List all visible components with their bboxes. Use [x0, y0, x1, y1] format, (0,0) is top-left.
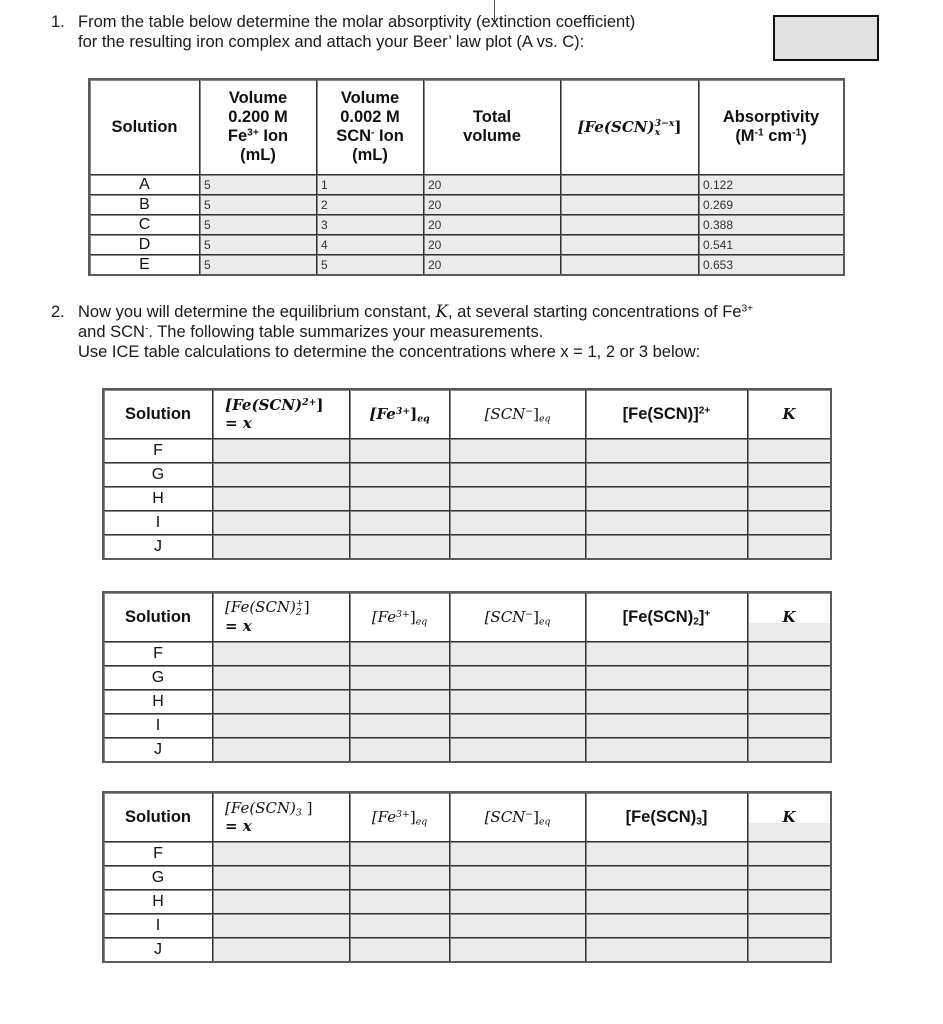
header-x-definition: [Fe(SCN)$^{2+}$] = x	[213, 390, 350, 439]
header-total-volume: Total volume	[424, 80, 561, 175]
fe-volume-cell[interactable]: 5	[200, 215, 317, 235]
scn-eq-cell[interactable]	[450, 463, 586, 487]
x-cell[interactable]	[213, 511, 350, 535]
absorptivity-cell[interactable]: 0.653	[699, 255, 843, 274]
scn-eq-cell[interactable]	[450, 938, 586, 961]
x-cell[interactable]	[213, 842, 350, 866]
header-scn-eq: $[SCN^-]_{eq}$	[450, 593, 586, 642]
header-complex-concentration: [Fe(SCN)3−x x ]	[561, 80, 699, 175]
header-x-definition: [Fe(SCN)+ 2 ] = x	[213, 593, 350, 642]
header-scn-eq: $[SCN^-]_{eq}$	[450, 793, 586, 842]
header-complex-species: $[Fe(SCN)_3]$	[586, 793, 748, 842]
question-text-line: Now you will determine the equilibrium constant, K, at several starting concentrations of $Fe^{3+}$	[78, 302, 754, 321]
x-cell[interactable]	[213, 890, 350, 914]
x-cell[interactable]	[213, 463, 350, 487]
x-cell[interactable]	[213, 714, 350, 738]
complex-concentration-cell[interactable]	[561, 235, 699, 255]
header-scn-volume: Volume 0.002 M SCN- Ion (mL)	[317, 80, 424, 175]
table-row	[104, 738, 830, 761]
table-row	[104, 714, 830, 738]
x-cell[interactable]	[213, 666, 350, 690]
species-cell[interactable]	[586, 642, 748, 666]
fe-eq-cell[interactable]	[350, 714, 450, 738]
header-k: K	[748, 793, 830, 842]
species-cell[interactable]	[586, 666, 748, 690]
header-x-definition: [$Fe(SCN)_3$ ] = x	[213, 793, 350, 842]
scn-volume-cell[interactable]: 1	[317, 175, 424, 195]
complex-concentration-cell[interactable]	[561, 215, 699, 235]
fe-eq-cell[interactable]	[350, 690, 450, 714]
table-row	[104, 690, 830, 714]
fe-eq-cell[interactable]	[350, 738, 450, 761]
k-cell[interactable]	[748, 866, 830, 890]
total-volume-cell[interactable]: 20	[424, 215, 561, 235]
x-cell[interactable]	[213, 439, 350, 463]
k-cell[interactable]	[748, 690, 830, 714]
scn-eq-cell[interactable]	[450, 511, 586, 535]
header-solution: Solution	[90, 80, 200, 175]
x-cell[interactable]	[213, 642, 350, 666]
species-cell[interactable]	[586, 714, 748, 738]
x-cell[interactable]	[213, 866, 350, 890]
complex-concentration-cell[interactable]	[561, 175, 699, 195]
table-row	[90, 195, 843, 215]
fe-eq-cell[interactable]	[350, 866, 450, 890]
solution-label: H	[104, 690, 213, 714]
solution-label: J	[104, 738, 213, 761]
scn-eq-cell[interactable]	[450, 714, 586, 738]
header-fe-eq: $[Fe^{3+}]_{eq}$	[350, 593, 450, 642]
header-fe-eq: $[Fe^{3+}]_{eq}$	[350, 390, 450, 439]
k-cell[interactable]	[748, 842, 830, 866]
absorptivity-cell[interactable]: 0.122	[699, 175, 843, 195]
ice-table-x1	[102, 388, 832, 560]
table-row	[90, 175, 843, 195]
fe-eq-cell[interactable]	[350, 914, 450, 938]
x-cell[interactable]	[213, 535, 350, 558]
question-text-line: Use ICE table calculations to determine the concentrations where x = 1, 2 or 3 below:	[78, 343, 701, 361]
solution-label: D	[90, 235, 200, 255]
solution-label: G	[104, 866, 213, 890]
solution-label: C	[90, 215, 200, 235]
table-row	[104, 439, 830, 463]
solution-label: G	[104, 463, 213, 487]
k-cell[interactable]	[748, 511, 830, 535]
ice-table-x2	[102, 591, 832, 763]
species-cell[interactable]	[586, 439, 748, 463]
scn-eq-cell[interactable]	[450, 535, 586, 558]
solution-label: I	[104, 511, 213, 535]
header-absorptivity: Absorptivity ($M^{-1}$ $cm^{-1}$)	[699, 80, 843, 175]
scn-eq-cell[interactable]	[450, 690, 586, 714]
solution-label: J	[104, 938, 213, 961]
scn-eq-cell[interactable]	[450, 890, 586, 914]
fe-eq-cell[interactable]	[350, 487, 450, 511]
molar-absorptivity-answer-box[interactable]	[773, 15, 879, 61]
species-cell[interactable]	[586, 738, 748, 761]
total-volume-cell[interactable]: 20	[424, 195, 561, 215]
fe-eq-cell[interactable]	[350, 511, 450, 535]
scn-eq-cell[interactable]	[450, 842, 586, 866]
solution-label: A	[90, 175, 200, 195]
species-cell[interactable]	[586, 487, 748, 511]
k-cell[interactable]	[748, 914, 830, 938]
fe-eq-cell[interactable]	[350, 938, 450, 961]
scn-volume-cell[interactable]: 2	[317, 195, 424, 215]
header-complex-species: $[Fe(SCN)_2]^+$	[586, 593, 748, 642]
fe-volume-cell[interactable]: 5	[200, 235, 317, 255]
k-cell[interactable]	[748, 463, 830, 487]
x-cell[interactable]	[213, 738, 350, 761]
table-header-row	[104, 390, 830, 439]
header-solution: Solution	[104, 390, 213, 439]
k-cell[interactable]	[748, 666, 830, 690]
fe-eq-cell[interactable]	[350, 842, 450, 866]
species-cell[interactable]	[586, 535, 748, 558]
solution-label: E	[90, 255, 200, 274]
scn-eq-cell[interactable]	[450, 439, 586, 463]
scn-eq-cell[interactable]	[450, 914, 586, 938]
question-number: 2.	[51, 303, 65, 321]
table-header-row	[104, 793, 830, 842]
ice-table-x3	[102, 791, 832, 963]
table-row	[104, 914, 830, 938]
scn-eq-cell[interactable]	[450, 487, 586, 511]
k-cell[interactable]	[748, 487, 830, 511]
complex-concentration-cell[interactable]	[561, 255, 699, 274]
absorptivity-cell[interactable]: 0.541	[699, 235, 843, 255]
solution-label: F	[104, 842, 213, 866]
x-cell[interactable]	[213, 938, 350, 961]
solution-label: B	[90, 195, 200, 215]
species-cell[interactable]	[586, 511, 748, 535]
table-header-row	[104, 593, 830, 642]
table-row	[104, 535, 830, 558]
header-solution: Solution	[104, 793, 213, 842]
table-row	[104, 842, 830, 866]
question-number: 1.	[51, 13, 65, 31]
fe-eq-cell[interactable]	[350, 439, 450, 463]
header-scn-eq: $[SCN^-]_{eq}$	[450, 390, 586, 439]
k-cell[interactable]	[748, 642, 830, 666]
solution-label: I	[104, 914, 213, 938]
fe-volume-cell[interactable]: 5	[200, 175, 317, 195]
scn-eq-cell[interactable]	[450, 866, 586, 890]
header-fe-eq: $[Fe^{3+}]_{eq}$	[350, 793, 450, 842]
scn-eq-cell[interactable]	[450, 738, 586, 761]
k-cell[interactable]	[748, 714, 830, 738]
complex-concentration-cell[interactable]	[561, 195, 699, 215]
solution-label: H	[104, 890, 213, 914]
x-cell[interactable]	[213, 914, 350, 938]
table-row	[90, 235, 843, 255]
total-volume-cell[interactable]: 20	[424, 235, 561, 255]
absorptivity-cell[interactable]: 0.269	[699, 195, 843, 215]
x-cell[interactable]	[213, 487, 350, 511]
species-cell[interactable]	[586, 690, 748, 714]
fe-eq-cell[interactable]	[350, 890, 450, 914]
species-cell[interactable]	[586, 463, 748, 487]
question-text-line: and SCN-. The following table summarizes your measurements.	[78, 323, 544, 341]
absorptivity-cell[interactable]: 0.388	[699, 215, 843, 235]
table-row	[104, 890, 830, 914]
table-row	[104, 463, 830, 487]
table-row	[90, 255, 843, 274]
table-row	[104, 487, 830, 511]
header-complex-species: $[Fe(SCN)]^{2+}$	[586, 390, 748, 439]
beers-law-table	[88, 78, 845, 276]
solution-label: I	[104, 714, 213, 738]
solution-label: H	[104, 487, 213, 511]
k-cell[interactable]	[748, 535, 830, 558]
question-text-line: for the resulting iron complex and attach your Beer’ law plot (A vs. C):	[78, 33, 585, 51]
table-row	[104, 866, 830, 890]
solution-label: F	[104, 439, 213, 463]
table-row	[104, 938, 830, 961]
table-row	[104, 511, 830, 535]
fe-eq-cell[interactable]	[350, 642, 450, 666]
scn-volume-cell[interactable]: 5	[317, 255, 424, 274]
scn-eq-cell[interactable]	[450, 666, 586, 690]
header-solution: Solution	[104, 593, 213, 642]
header-fe-volume: Volume 0.200 M $Fe^{3+}$ Ion (mL)	[200, 80, 317, 175]
table-row	[104, 666, 830, 690]
scn-volume-cell[interactable]: 3	[317, 215, 424, 235]
total-volume-cell[interactable]: 20	[424, 175, 561, 195]
table-header-row	[90, 80, 843, 175]
k-cell[interactable]	[748, 890, 830, 914]
header-k: K	[748, 390, 830, 439]
species-cell[interactable]	[586, 938, 748, 961]
solution-label: G	[104, 666, 213, 690]
fe-eq-cell[interactable]	[350, 666, 450, 690]
table-row	[90, 215, 843, 235]
solution-label: F	[104, 642, 213, 666]
fe-eq-cell[interactable]	[350, 463, 450, 487]
species-cell[interactable]	[586, 866, 748, 890]
x-cell[interactable]	[213, 690, 350, 714]
solution-label: J	[104, 535, 213, 558]
total-volume-cell[interactable]: 20	[424, 255, 561, 274]
table-row	[104, 642, 830, 666]
k-cell[interactable]	[748, 439, 830, 463]
question-text-line: From the table below determine the molar absorptivity (extinction coefficient)	[78, 13, 636, 31]
species-cell[interactable]	[586, 914, 748, 938]
species-cell[interactable]	[586, 890, 748, 914]
scn-volume-cell[interactable]: 4	[317, 235, 424, 255]
scn-eq-cell[interactable]	[450, 642, 586, 666]
k-cell[interactable]	[748, 738, 830, 761]
fe-volume-cell[interactable]: 5	[200, 195, 317, 215]
header-k: K	[748, 593, 830, 642]
fe-eq-cell[interactable]	[350, 535, 450, 558]
k-cell[interactable]	[748, 938, 830, 961]
fe-volume-cell[interactable]: 5	[200, 255, 317, 274]
species-cell[interactable]	[586, 842, 748, 866]
